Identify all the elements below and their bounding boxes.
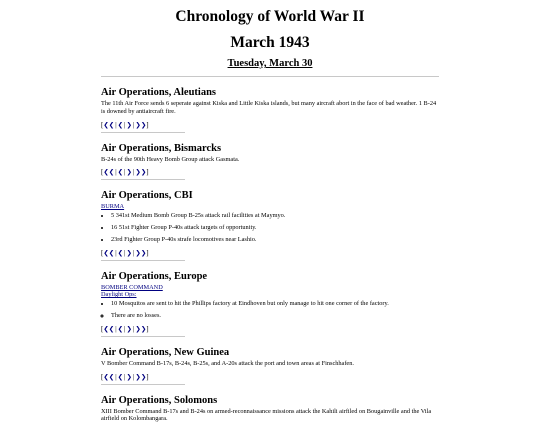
nav-sep: | [124, 248, 126, 257]
section-title: Air Operations, CBI [101, 190, 193, 202]
next-icon[interactable]: ❯ [126, 372, 132, 381]
nav-open-bracket: [ [101, 324, 104, 333]
site-title: Chronology of World War II [175, 8, 365, 25]
nav-close-bracket: ] [146, 248, 149, 257]
next-icon[interactable]: ❯ [126, 168, 132, 177]
divider [101, 76, 439, 77]
last-icon[interactable]: ❯❯ [135, 248, 147, 257]
first-icon[interactable]: ❮❮ [103, 372, 115, 381]
list-item: ◦ There are no losses. [111, 312, 441, 320]
section-europe [101, 270, 441, 337]
list-item: • 5 341st Medium Bomb Group B-25s attack rail facilities at Maymyo. [111, 212, 441, 220]
nav-open-bracket: [ [101, 168, 104, 177]
nav-close-bracket: ] [146, 372, 149, 381]
prev-icon[interactable]: ❮ [117, 372, 124, 381]
section-text: V Bomber Command B-17s, B-24s, B-25s, and A-20s attack the port and town areas at Finschhafen. [101, 359, 354, 367]
section-nav [101, 168, 441, 176]
nav-sep: | [132, 324, 135, 333]
section-nav [101, 249, 441, 257]
section-new-guinea [101, 346, 441, 385]
date-title: Tuesday, March 30 [227, 58, 313, 69]
first-icon[interactable]: ❮❮ [103, 168, 115, 177]
section-text: The 11th Air Force sends 6 seperate against Kiska and Little Kiska islands, but many aircraft abort in the face of bad weather. 1 B-24 is downed by antiaircraft fire. [101, 100, 437, 115]
nav-sep: | [132, 372, 135, 381]
section-cbi [101, 189, 441, 260]
nav-open-bracket: [ [101, 248, 104, 257]
nav-sep: | [124, 120, 126, 129]
nav-sep: | [115, 168, 117, 177]
section-divider [101, 336, 185, 337]
section-nav [101, 373, 441, 381]
next-icon[interactable]: ❯ [126, 248, 132, 257]
nav-sep: | [132, 248, 135, 257]
nav-sep: | [124, 372, 126, 381]
section-title: Air Operations, Europe [101, 270, 208, 282]
prev-icon[interactable]: ❮ [117, 120, 124, 129]
first-icon[interactable]: ❮❮ [103, 248, 115, 257]
section-subheading-link[interactable]: BOMBER COMMAND [101, 283, 163, 291]
bullet-list [101, 300, 441, 308]
nav-close-bracket: ] [146, 168, 149, 177]
nav-open-bracket: [ [101, 372, 104, 381]
section-text: XIII Bomber Command B-17s and B-24s on armed-reconnaissance missions attack the Kahili airfiled on Bougainville and the Vila airfield on Kolombangara. [101, 407, 432, 423]
nav-sep: | [115, 324, 117, 333]
section-aleutians [101, 86, 441, 133]
section-solomons [101, 394, 441, 424]
content [101, 86, 441, 432]
next-icon[interactable]: ❯ [126, 120, 132, 129]
nav-sep: | [115, 120, 117, 129]
section-subheading2-link[interactable]: Daylight Ops: [101, 291, 137, 299]
section-divider [101, 260, 185, 261]
nav-sep: | [132, 120, 135, 129]
month-title: March 1943 [230, 34, 310, 51]
prev-icon[interactable]: ❮ [117, 168, 124, 177]
list-item: • 10 Mosquitos are sent to hit the Phillips factory at Eindhoven but only manage to hit one corner of the factory. [111, 300, 441, 308]
nav-close-bracket: ] [146, 324, 149, 333]
section-text: B-24s of the 90th Heavy Bomb Group attack Gasmata. [101, 155, 240, 163]
nav-sep: | [115, 372, 117, 381]
section-title: Air Operations, Solomons [101, 394, 218, 406]
section-nav [101, 325, 441, 333]
last-icon[interactable]: ❯❯ [135, 324, 147, 333]
nav-sep: | [115, 248, 117, 257]
list-item: • 16 51st Fighter Group P-40s attack targets of opportunity. [111, 224, 441, 232]
bullet-list-nested [101, 312, 441, 320]
section-divider [101, 384, 185, 385]
section-nav [101, 121, 441, 129]
nav-close-bracket: ] [146, 120, 149, 129]
nav-sep: | [124, 168, 126, 177]
section-bismarcks [101, 142, 441, 181]
section-title: Air Operations, Aleutians [101, 87, 217, 98]
first-icon[interactable]: ❮❮ [103, 324, 115, 333]
nav-sep: | [124, 324, 126, 333]
list-item: • 23rd Fighter Group P-40s strafe locomotives near Lashio. [111, 236, 441, 244]
section-title: Air Operations, Bismarcks [101, 142, 222, 154]
section-subheading-link[interactable]: BURMA [101, 203, 125, 211]
last-icon[interactable]: ❯❯ [135, 168, 147, 177]
last-icon[interactable]: ❯❯ [135, 372, 147, 381]
section-title: Air Operations, New Guinea [101, 346, 230, 358]
section-divider [101, 132, 185, 133]
first-icon[interactable]: ❮❮ [103, 120, 115, 129]
nav-open-bracket: [ [101, 120, 104, 129]
section-divider [101, 179, 185, 180]
prev-icon[interactable]: ❮ [117, 324, 124, 333]
nav-sep: | [132, 168, 135, 177]
next-icon[interactable]: ❯ [126, 324, 132, 333]
bullet-list [101, 212, 441, 243]
prev-icon[interactable]: ❮ [117, 248, 124, 257]
last-icon[interactable]: ❯❯ [135, 120, 147, 129]
